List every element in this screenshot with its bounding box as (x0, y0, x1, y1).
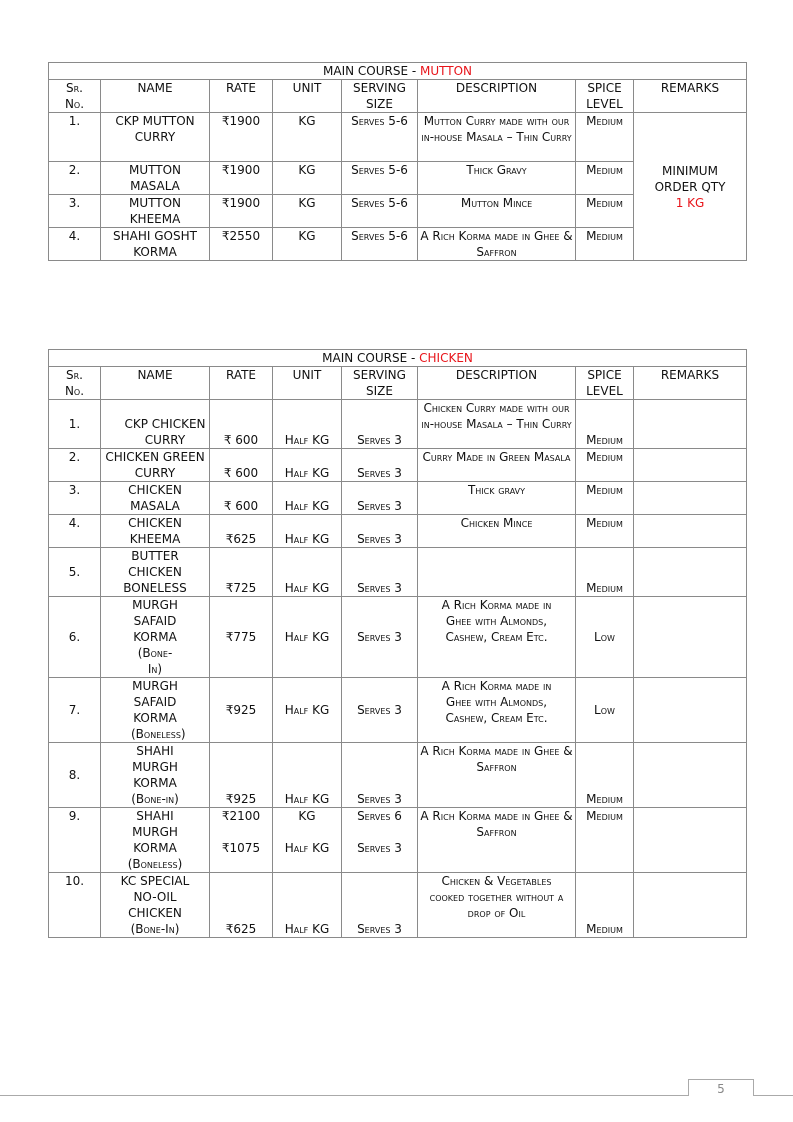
unit-cell: KG (273, 162, 342, 195)
serving-cell: Serves 3 (342, 597, 418, 678)
remarks-cell (634, 808, 747, 873)
header-remarks: REMARKS (634, 367, 747, 400)
remarks-cell (634, 873, 747, 938)
header-remarks: REMARKS (634, 80, 747, 113)
sr-cell: 1. (49, 400, 101, 449)
spice-cell: Medium (576, 113, 634, 162)
rate-cell: ₹ 600 (210, 482, 273, 515)
description-cell: Chicken Curry made with our in-house Masala – Thin Curry (418, 400, 576, 449)
name-cell: CHICKEN GREEN CURRY (101, 449, 210, 482)
spice-cell: Medium (576, 482, 634, 515)
mutton-title-highlight: MUTTON (420, 64, 473, 78)
name-cell: CKP CHICKEN CURRY (101, 400, 210, 449)
description-cell (418, 548, 576, 597)
chicken-header-row (49, 367, 747, 400)
name-cell: MURGH SAFAID KORMA (Boneless) (101, 678, 210, 743)
rate-cell: ₹2550 (210, 228, 273, 261)
name-cell: CHICKEN KHEEMA (101, 515, 210, 548)
table-row (49, 400, 747, 449)
name-cell: CKP MUTTON CURRY (101, 113, 210, 162)
remarks-cell (634, 400, 747, 449)
serving-cell: Serves 3 (342, 873, 418, 938)
sr-cell: 3. (49, 482, 101, 515)
rate-cell: ₹925 (210, 743, 273, 808)
header-sr: Sr. No. (49, 367, 101, 400)
header-unit: UNIT (273, 80, 342, 113)
serving-cell: Serves 6 Serves 3 (342, 808, 418, 873)
table-row (49, 113, 747, 162)
rate-cell: ₹ 600 (210, 400, 273, 449)
chicken-title-highlight: CHICKEN (419, 351, 473, 365)
spice-cell: Medium (576, 400, 634, 449)
spice-cell: Medium (576, 515, 634, 548)
serving-cell: Serves 3 (342, 482, 418, 515)
description-cell: Chicken & Vegetables cooked together without a drop of Oil (418, 873, 576, 938)
serving-cell: Serves 3 (342, 515, 418, 548)
description-cell: A Rich Korma made in Ghee & Saffron (418, 743, 576, 808)
spice-cell: Low (576, 597, 634, 678)
header-rate: RATE (210, 367, 273, 400)
description-cell: Curry Made in Green Masala (418, 449, 576, 482)
remarks-cell (634, 515, 747, 548)
unit-cell: KG (273, 113, 342, 162)
rate-cell: ₹725 (210, 548, 273, 597)
name-cell: CHICKEN MASALA (101, 482, 210, 515)
name-cell: SHAHI MURGH KORMA (Boneless) (101, 808, 210, 873)
header-serving-size: SERVING SIZE (342, 367, 418, 400)
name-cell: KC SPECIAL NO-OIL CHICKEN (Bone-In) (101, 873, 210, 938)
serving-cell: Serves 5-6 (342, 113, 418, 162)
name-cell: SHAHI GOSHT KORMA (101, 228, 210, 261)
header-name: NAME (101, 367, 210, 400)
description-cell: Mutton Curry made with our in-house Masala – Thin Curry (418, 113, 576, 162)
rate-cell: ₹925 (210, 678, 273, 743)
unit-cell: KG (273, 228, 342, 261)
sr-cell: 5. (49, 548, 101, 597)
serving-cell: Serves 5-6 (342, 228, 418, 261)
unit-cell: KG Half KG (273, 808, 342, 873)
remarks-cell: MINIMUM ORDER QTY 1 KG (634, 113, 747, 261)
header-name: NAME (101, 80, 210, 113)
spice-cell: Medium (576, 162, 634, 195)
unit-cell: KG (273, 195, 342, 228)
header-unit: UNIT (273, 367, 342, 400)
sr-cell: 8. (49, 743, 101, 808)
rate-cell: ₹1900 (210, 162, 273, 195)
remarks-cell (634, 548, 747, 597)
name-cell: MUTTON KHEEMA (101, 195, 210, 228)
table-row (49, 449, 747, 482)
description-cell: A Rich Korma made in Ghee & Saffron (418, 808, 576, 873)
description-cell: A Rich Korma made in Ghee with Almonds, Cashew, Cream Etc. (418, 597, 576, 678)
unit-cell: Half KG (273, 482, 342, 515)
rate-cell: ₹775 (210, 597, 273, 678)
mutton-header-row (49, 80, 747, 113)
table-row (49, 873, 747, 938)
remarks-cell (634, 597, 747, 678)
remarks-cell (634, 482, 747, 515)
name-cell: SHAHI MURGH KORMA (Bone-in) (101, 743, 210, 808)
table-row (49, 597, 747, 678)
sr-cell: 2. (49, 162, 101, 195)
serving-cell: Serves 3 (342, 743, 418, 808)
spice-cell: Medium (576, 548, 634, 597)
header-serving-size: SERVING SIZE (342, 80, 418, 113)
header-spice-level: SPICE LEVEL (576, 80, 634, 113)
spice-cell: Medium (576, 743, 634, 808)
unit-cell: Half KG (273, 597, 342, 678)
remarks-cell (634, 449, 747, 482)
sr-cell: 3. (49, 195, 101, 228)
page-number: 5 (688, 1079, 754, 1096)
unit-cell: Half KG (273, 873, 342, 938)
header-sr: Sr. No. (49, 80, 101, 113)
remarks-cell (634, 743, 747, 808)
chicken-table-title: MAIN COURSE - CHICKEN (49, 350, 747, 367)
unit-cell: Half KG (273, 743, 342, 808)
rate-cell: ₹625 (210, 515, 273, 548)
sr-cell: 2. (49, 449, 101, 482)
sr-cell: 1. (49, 113, 101, 162)
remarks-cell (634, 678, 747, 743)
spice-cell: Medium (576, 195, 634, 228)
mutton-menu-table (48, 62, 747, 261)
chicken-menu-table (48, 349, 747, 938)
unit-cell: Half KG (273, 449, 342, 482)
sr-cell: 7. (49, 678, 101, 743)
table-row (49, 743, 747, 808)
sr-cell: 10. (49, 873, 101, 938)
serving-cell: Serves 3 (342, 400, 418, 449)
unit-cell: Half KG (273, 678, 342, 743)
table-row (49, 482, 747, 515)
mutton-table-title: MAIN COURSE - MUTTON (49, 63, 747, 80)
table-row (49, 808, 747, 873)
sr-cell: 4. (49, 228, 101, 261)
spice-cell: Medium (576, 449, 634, 482)
serving-cell: Serves 3 (342, 678, 418, 743)
minimum-qty-value: 1 KG (675, 195, 705, 210)
rate-cell: ₹ 600 (210, 449, 273, 482)
unit-cell: Half KG (273, 548, 342, 597)
header-rate: RATE (210, 80, 273, 113)
serving-cell: Serves 3 (342, 449, 418, 482)
rate-cell: ₹2100 ₹1075 (210, 808, 273, 873)
spice-cell: Medium (576, 228, 634, 261)
unit-cell: Half KG (273, 400, 342, 449)
unit-cell: Half KG (273, 515, 342, 548)
spice-cell: Medium (576, 808, 634, 873)
table-row (49, 678, 747, 743)
table-row (49, 515, 747, 548)
description-cell: Thick gravy (418, 482, 576, 515)
serving-cell: Serves 5-6 (342, 195, 418, 228)
sr-cell: 4. (49, 515, 101, 548)
name-cell: MUTTON MASALA (101, 162, 210, 195)
rate-cell: ₹625 (210, 873, 273, 938)
header-spice-level: SPICE LEVEL (576, 367, 634, 400)
table-row (49, 548, 747, 597)
serving-cell: Serves 3 (342, 548, 418, 597)
rate-cell: ₹1900 (210, 195, 273, 228)
description-cell: Chicken Mince (418, 515, 576, 548)
description-cell: A Rich Korma made in Ghee & Saffron (418, 228, 576, 261)
header-description: DESCRIPTION (418, 80, 576, 113)
name-cell: MURGH SAFAID KORMA (Bone-In) (101, 597, 210, 678)
footer-divider (0, 1095, 793, 1096)
description-cell: A Rich Korma made in Ghee with Almonds, Cashew, Cream Etc. (418, 678, 576, 743)
name-cell: BUTTER CHICKEN BONELESS (101, 548, 210, 597)
spice-cell: Medium (576, 873, 634, 938)
header-description: DESCRIPTION (418, 367, 576, 400)
description-cell: Thick Gravy (418, 162, 576, 195)
sr-cell: 6. (49, 597, 101, 678)
sr-cell: 9. (49, 808, 101, 873)
description-cell: Mutton Mince (418, 195, 576, 228)
spice-cell: Low (576, 678, 634, 743)
serving-cell: Serves 5-6 (342, 162, 418, 195)
rate-cell: ₹1900 (210, 113, 273, 162)
